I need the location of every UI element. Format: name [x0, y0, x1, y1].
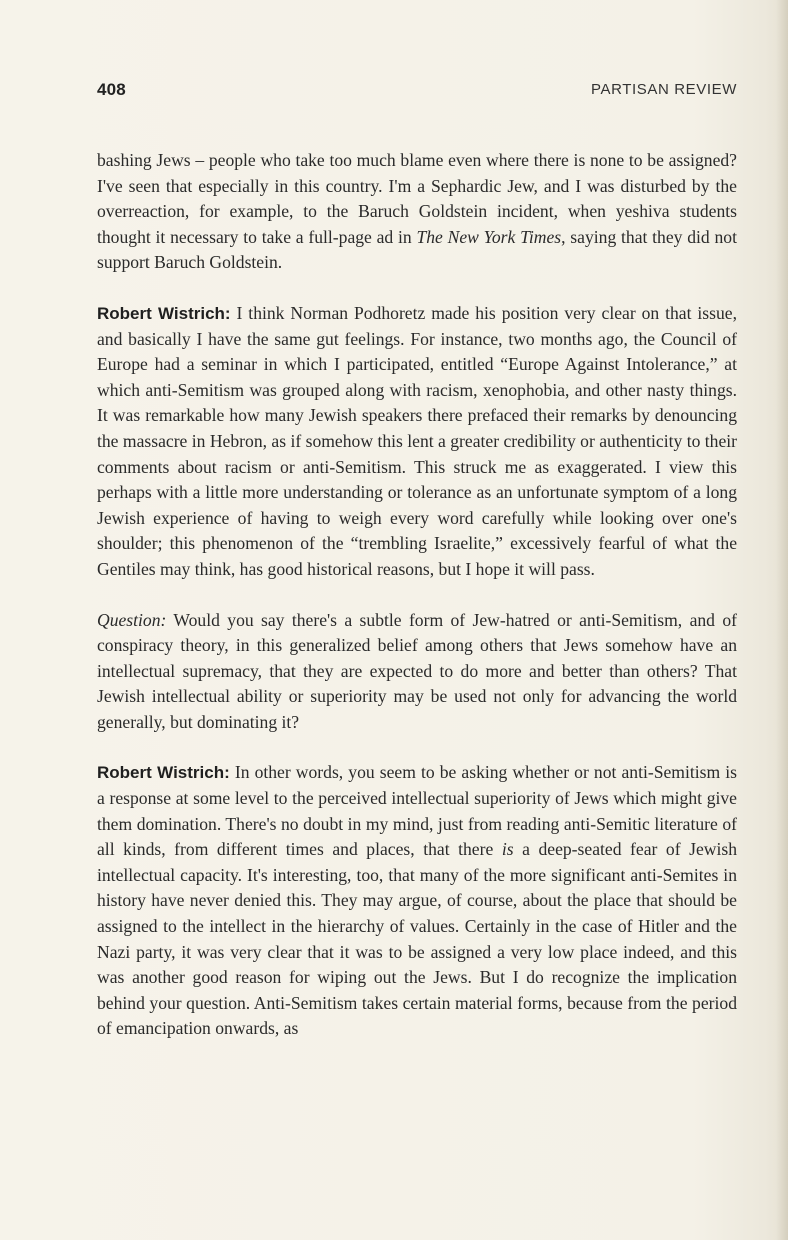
paragraph-3-text: Would you say there's a subtle form of Jew-hatred or anti-Semitism, and of conspiracy theory, in this generalized belief among others that Jews somehow have an intellectual supremacy, that they are expected to do more and better than others? That Jewish intellectual ability or superiority may be used not only for advancing the world generally, but dominating it? — [97, 609, 737, 732]
page-number: 408 — [97, 80, 126, 99]
journal-title: PARTISAN REVIEW — [591, 81, 737, 98]
speaker-label: Robert Wistrich: — [97, 763, 230, 783]
paragraph-4 — [97, 760, 737, 1042]
paragraph-1-text-b: , saying that they did not support Baruch Goldstein. — [97, 226, 737, 273]
speaker-label: Robert Wistrich: — [97, 303, 231, 323]
emphasis-is: is — [501, 839, 514, 860]
paragraph-1 — [97, 148, 737, 276]
paragraph-2-text: I think Norman Podhoretz made his position very clear on that issue, and basically I have the same gut feelings. For instance, two months ago, the Council of Europe had a seminar in which I participated, entitled “Europe Against Intolerance,” at which anti-Semitism was grouped along with racism, xenophobia, and other nasty things. It was remarkable how many Jewish speakers there prefaced their remarks by denouncing the massacre in Hebron, as if somehow this lent a greater credibility or authenticity to their comments about racism or anti-Semitism. This struck me as exaggerated. I view this perhaps with a little more understanding or tolerance as an unfortunate symptom of a long Jewish experience of having to weigh every word carefully while looking over one's shoulder; this phenomenon of the “trembling Israelite,” excessively fearful of what the Gentiles may think, has good historical reasons, but I hope it will pass. — [97, 302, 738, 579]
paragraph-1-text-a: bashing Jews – people who take too much blame even where there is none to be assigned? I've seen that especially in this country. I'm a Sephardic Jew, and I was disturbed by the overreaction, for example, to the Baruch Goldstein incident, when yeshiva students thought it necessary to take a full-page ad in — [97, 150, 737, 247]
body-text — [97, 148, 737, 1067]
paragraph-4-text-a: In other words, you seem to be asking whether or not anti-Semitism is a response at some level to the perceived intellectual superiority of Jews which might give them domination. There's no doubt in my mind, just from reading anti-Semitic literature of all kinds, from different times and places, that there — [97, 762, 737, 860]
running-head — [97, 80, 737, 102]
paragraph-2 — [97, 301, 737, 583]
question-label: Question: — [97, 609, 167, 630]
paragraph-4-text-b: a deep-seated fear of Jewish intellectual capacity. It's interesting, too, that many of the more significant anti-Semites in history have never denied this. They may argue, of course, about the place that should be assigned to the intellect in the hierarchy of values. Certainly in the case of Hitler and the Nazi party, it was very clear that it was to be assigned a very low place indeed, and this was another good reason for wiping out the Jews. But I do recognize the implication behind your question. Anti-Semitism takes certain material forms, because from the period of emancipation onwards, as — [97, 839, 737, 1039]
paragraph-3 — [97, 608, 737, 736]
newspaper-title: The New York Times — [416, 226, 562, 247]
page-edge-shadow — [776, 0, 788, 1240]
